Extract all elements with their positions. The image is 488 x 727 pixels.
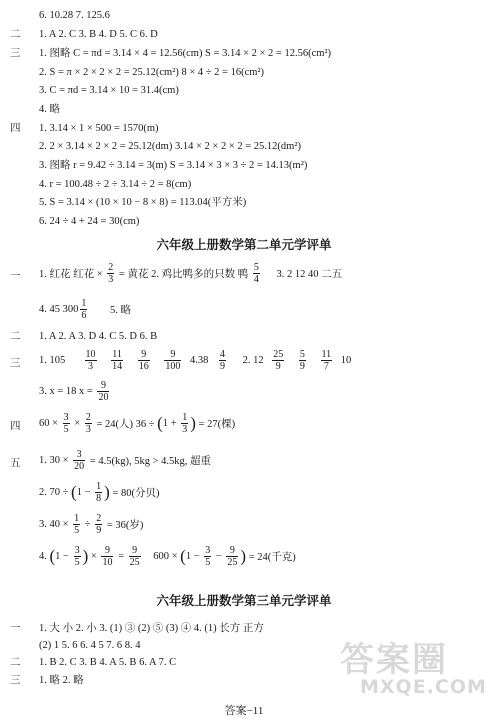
denominator: 5 xyxy=(205,557,211,568)
answer-text: 1. 105 xyxy=(39,355,66,366)
fraction xyxy=(74,545,81,568)
page-footer: 答案−11 xyxy=(224,705,264,717)
section-number: 三 xyxy=(10,675,21,686)
numerator: 5 xyxy=(299,349,305,360)
answer-text: 1. 30 × xyxy=(39,455,69,466)
answer-line: 3. C = πd = 3.14 × 10 = 31.4(cm) xyxy=(39,85,179,96)
section-number: 二 xyxy=(10,29,21,40)
fraction xyxy=(164,349,181,372)
answer-text: 600 × xyxy=(153,551,178,562)
fraction xyxy=(138,349,150,372)
denominator: 9 xyxy=(220,361,225,372)
answer-line: 1. 3.14 × 1 × 500 = 1570(m) xyxy=(39,123,159,134)
fraction xyxy=(95,481,102,504)
answer-text: 3. 40 × xyxy=(39,519,69,530)
denominator: 5 xyxy=(63,424,69,435)
answer-text: = 80(分贝) xyxy=(112,488,160,499)
section-number: 三 xyxy=(10,48,21,59)
answer-text: = 4.5(kg), 5kg > 4.5kg, 超重 xyxy=(89,456,212,467)
left-paren: ( xyxy=(157,413,163,433)
answer-line: 4. r = 100.48 ÷ 2 ÷ 3.14 ÷ 2 = 8(cm) xyxy=(39,179,192,190)
fraction xyxy=(107,262,114,285)
answer-text: 5. 略 xyxy=(110,305,131,316)
answer-line xyxy=(39,449,211,472)
answer-text: 4. 45 300 xyxy=(39,304,79,315)
denominator: 5 xyxy=(74,525,80,536)
answer-line: 6. 10.28 7. 125.6 xyxy=(39,10,110,21)
answer-line: 6. 24 ÷ 4 + 24 = 30(cm) xyxy=(39,216,140,227)
section-number: 四 xyxy=(10,123,21,134)
numerator: 25 xyxy=(273,349,284,360)
answer-line: (2) 1 5. 6 6. 4 5 7. 6 8. 4 xyxy=(39,640,141,651)
left-paren: ( xyxy=(49,546,56,566)
numerator: 9 xyxy=(138,349,150,361)
answer-text: = 24(千克) xyxy=(248,552,296,563)
denominator: 5 xyxy=(74,557,80,568)
answer-text: − xyxy=(215,551,222,562)
denominator: 3 xyxy=(182,424,188,435)
answer-text: 10 xyxy=(340,355,352,366)
section-number: 一 xyxy=(10,623,21,634)
fraction xyxy=(101,545,113,568)
fraction xyxy=(204,545,211,568)
section-number: 二 xyxy=(10,331,21,342)
answer-text: = 27(棵) xyxy=(198,419,236,430)
fraction xyxy=(181,412,188,435)
answer-line xyxy=(39,349,351,372)
denominator: 3 xyxy=(108,274,114,285)
numerator: 9 xyxy=(97,380,109,392)
answer-line xyxy=(39,380,111,403)
denominator: 25 xyxy=(227,557,238,568)
answer-text: = 36(岁) xyxy=(106,520,144,531)
answer-line xyxy=(39,513,143,536)
section-number: 三 xyxy=(10,358,21,369)
answer-line: 3. 图略 r = 9.42 ÷ 3.14 = 3(m) S = 3.14 × 3 × 3 ÷ 2 = 14.13(m²) xyxy=(39,160,308,171)
answer-text: × xyxy=(90,551,97,562)
answer-text: 4. xyxy=(39,551,47,562)
watermark-url: MXQE.COM xyxy=(360,676,487,698)
watermark-logo: 答案圈 xyxy=(340,640,448,680)
answer-text: 3. x = 18 x = xyxy=(39,386,93,397)
numerator: 1 xyxy=(182,412,188,423)
fraction xyxy=(321,349,333,372)
numerator: 3 xyxy=(74,545,80,556)
fraction xyxy=(73,449,85,472)
denominator: 25 xyxy=(129,557,140,568)
fraction xyxy=(73,513,80,536)
answer-line: 1. A 2. A 3. D 4. C 5. D 6. B xyxy=(39,331,158,342)
numerator: 2 xyxy=(96,513,102,524)
numerator: 3 xyxy=(73,449,85,461)
answer-line xyxy=(39,545,296,568)
fraction xyxy=(63,412,70,435)
answer-line xyxy=(39,481,159,504)
denominator: 4 xyxy=(253,274,259,285)
answer-text: × xyxy=(74,418,81,429)
right-paren: ) xyxy=(240,546,247,566)
denominator: 7 xyxy=(323,361,329,372)
denominator: 9 xyxy=(299,361,305,372)
denominator: 6 xyxy=(81,310,87,321)
fraction xyxy=(85,349,97,372)
denominator: 3 xyxy=(85,424,91,435)
fraction xyxy=(299,349,306,372)
numerator: 10 xyxy=(85,349,96,360)
left-paren: ( xyxy=(71,482,77,502)
answer-line: 5. S = 3.14 × (10 × 10 − 8 × 8) = 113.04(平方米) xyxy=(39,197,247,208)
unit-title: 六年级上册数学第三单元学评单 xyxy=(156,593,332,608)
answer-line: 1. 大 小 2. 小 3. (1) ③ (2) ⑤ (3) ④ 4. (1) 长方 正方 xyxy=(39,623,264,634)
answer-line: 2. S = π × 2 × 2 × 2 = 25.12(cm²) 8 × 4 ÷ 2 = 16(cm²) xyxy=(39,67,265,78)
numerator: 9 xyxy=(129,545,141,557)
right-paren: ) xyxy=(190,413,196,433)
fraction xyxy=(80,298,87,321)
numerator: 2 xyxy=(108,262,114,273)
numerator: 9 xyxy=(226,545,238,557)
section-number: 四 xyxy=(10,421,21,432)
answer-text: = 黄花 2. 鸡比鸭多的只数 鸭 xyxy=(118,269,249,280)
answer-line xyxy=(39,262,342,285)
answer-text: ÷ xyxy=(84,519,91,530)
answer-line: 1. B 2. C 3. B 4. A 5. B 6. A 7. C xyxy=(39,657,177,668)
denominator: 9 xyxy=(96,525,102,536)
numerator: 1 xyxy=(81,298,87,309)
fraction xyxy=(97,380,109,403)
answer-text: 2. 70 ÷ xyxy=(39,487,69,498)
answer-line: 2. 2 × 3.14 × 2 × 2 = 25.12(dm) 3.14 × 2 × 2 × 2 = 25.12(dm²) xyxy=(39,141,301,152)
answer-text: 1. 红花 红花 × xyxy=(39,269,103,280)
numerator: 4 xyxy=(220,349,225,360)
answer-text: 1 − xyxy=(76,487,91,498)
answer-text: 1 − xyxy=(185,551,200,562)
denominator: 9 xyxy=(275,361,281,372)
numerator: 2 xyxy=(85,412,91,423)
fraction xyxy=(272,349,284,372)
answer-text: = 24(人) 36 ÷ xyxy=(96,419,155,430)
denominator: 3 xyxy=(88,361,93,372)
right-paren: ) xyxy=(104,482,110,502)
answer-line xyxy=(39,412,235,435)
answer-text: 1 − xyxy=(55,551,69,562)
denominator: 20 xyxy=(74,461,85,472)
answer-text: 4.38 xyxy=(190,355,209,366)
numerator: 1 xyxy=(96,481,102,492)
numerator: 11 xyxy=(112,349,122,360)
answer-line: 1. A 2. C 3. B 4. D 5. C 6. D xyxy=(39,29,158,40)
answer-line: 4. 略 xyxy=(39,104,60,115)
unit-title: 六年级上册数学第二单元学评单 xyxy=(156,237,332,252)
fraction xyxy=(253,262,260,285)
fraction xyxy=(95,513,102,536)
numerator: 3 xyxy=(63,412,69,423)
denominator: 10 xyxy=(102,557,113,568)
left-paren: ( xyxy=(180,546,186,566)
section-number: 二 xyxy=(10,657,21,668)
answer-line: 1. 图略 C = πd = 3.14 × 4 = 12.56(cm) S = 3.14 × 2 × 2 = 12.56(cm²) xyxy=(39,48,332,59)
denominator: 16 xyxy=(138,361,149,372)
numerator: 11 xyxy=(321,349,332,360)
fraction xyxy=(129,545,141,568)
right-paren: ) xyxy=(82,546,89,566)
denominator: 14 xyxy=(112,361,123,372)
answer-text: = xyxy=(118,551,124,562)
fraction xyxy=(85,412,92,435)
denominator: 20 xyxy=(98,392,109,403)
answer-text: 1 + xyxy=(162,418,177,429)
numerator: 3 xyxy=(205,545,211,556)
fraction xyxy=(226,545,238,568)
denominator: 8 xyxy=(96,493,102,504)
fraction xyxy=(111,349,123,372)
section-number: 一 xyxy=(10,271,21,282)
numerator: 5 xyxy=(253,262,259,273)
numerator: 9 xyxy=(164,349,181,361)
answer-line: 1. 略 2. 略 xyxy=(39,675,84,686)
denominator: 100 xyxy=(165,361,181,372)
fraction xyxy=(219,349,226,372)
numerator: 1 xyxy=(74,513,80,524)
numerator: 9 xyxy=(101,545,113,557)
answer-text: 2. 12 xyxy=(242,355,264,366)
section-number: 五 xyxy=(10,458,21,469)
answer-line xyxy=(39,298,131,321)
answer-text: 3. 2 12 40 二五 xyxy=(276,269,343,280)
answer-text: 60 × xyxy=(39,418,59,429)
